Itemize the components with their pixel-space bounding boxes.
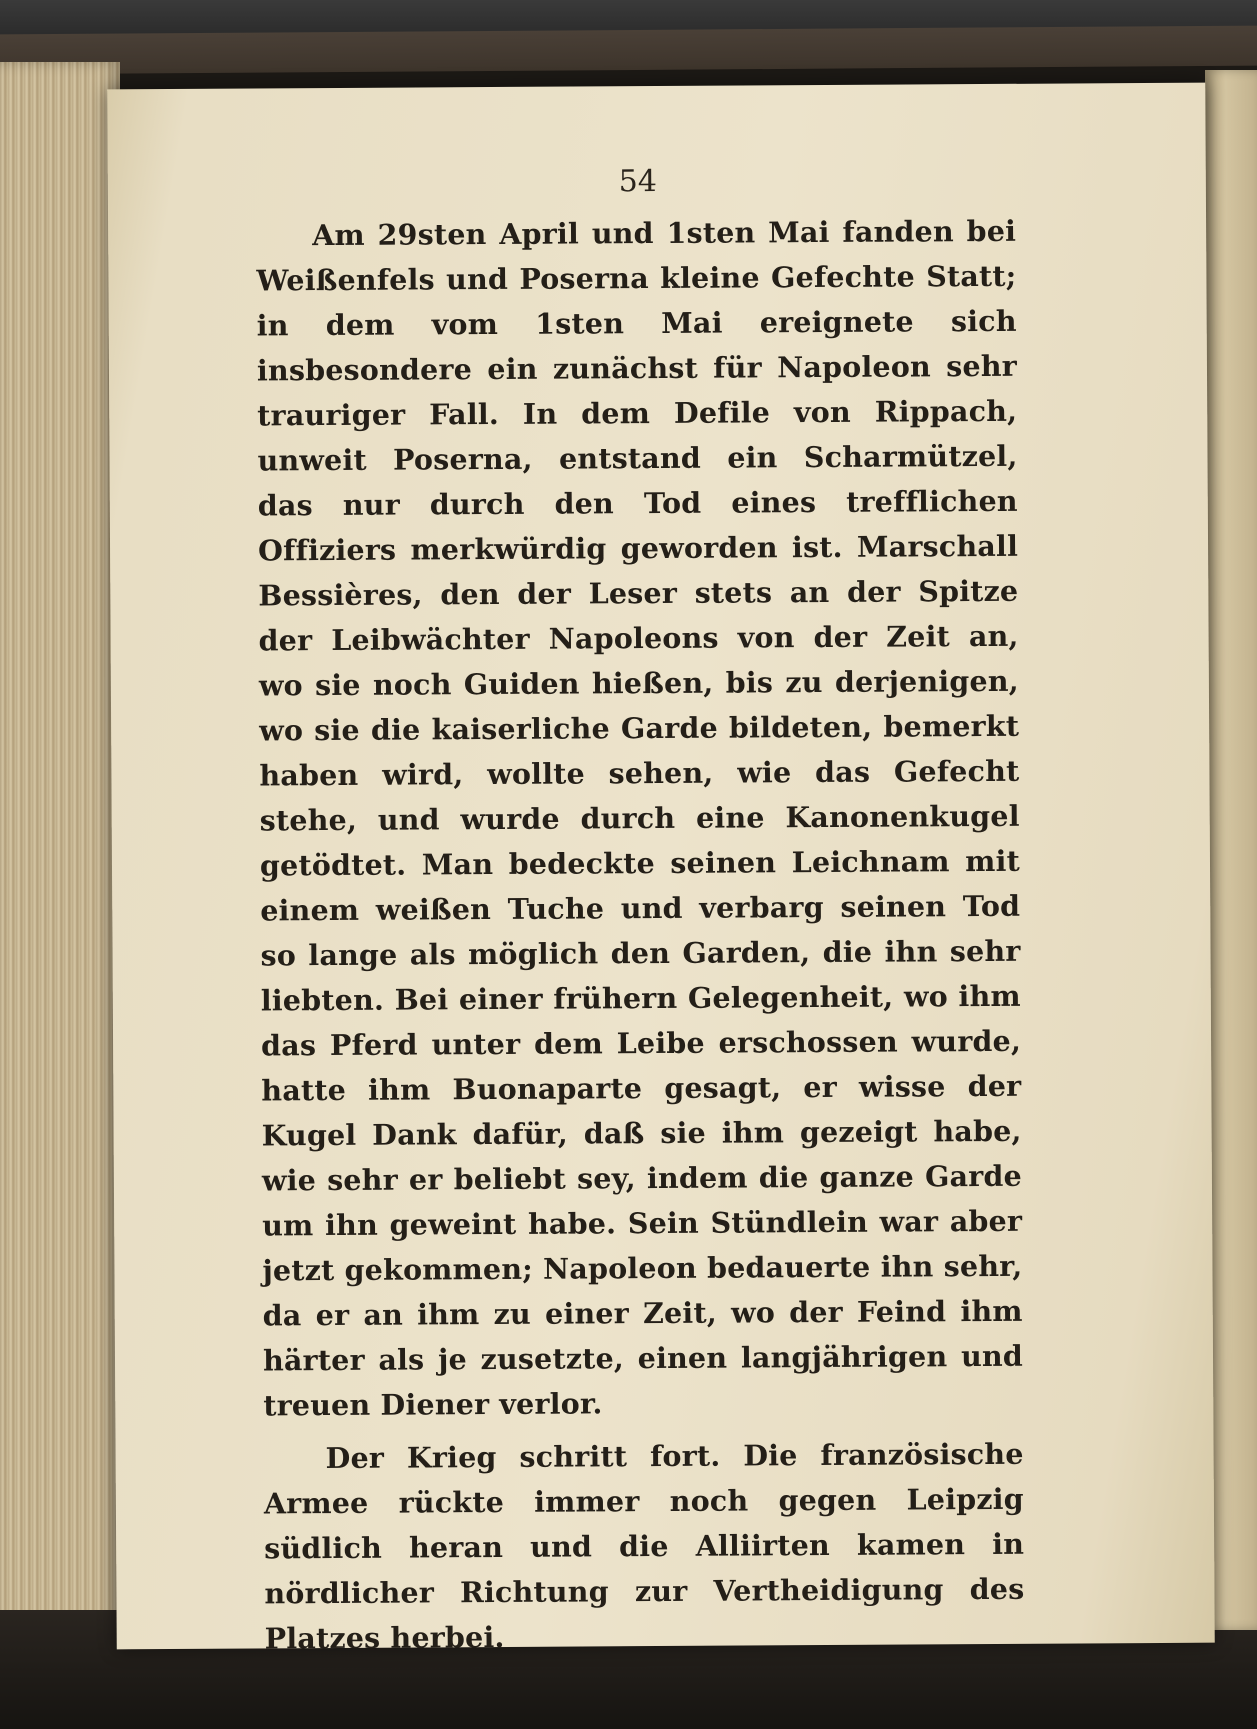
page-number: 54 — [618, 164, 658, 200]
page-text — [256, 209, 1025, 1662]
book-cover-edge — [0, 26, 1257, 75]
left-page-stack — [0, 62, 120, 1662]
paragraph-2: Der Krieg schritt fort. Die französische Armee rückte immer noch gegen Leipzig südlich heran und die Alliirten kamen in nördlicher Richtung zur Vertheidigung des Platzes herbei. — [263, 1436, 1025, 1656]
book-page — [107, 83, 1215, 1656]
paragraph-1: Am 29sten April und 1sten Mai fanden bei Weißenfels und Poserna kleine Gefechte Statt; in dem vom 1sten Mai ereignete sich insbesondere ein zunächst für Napoleon sehr trauriger Fall. In dem Defile von Rippach, unweit Poserna, entstand ein Scharmützel, das nur durch den Tod eines trefflichen Offiziers merkwürdig geworden ist. Marschall Bessières, den der Leser stets an der Spitze der Leibwächter Napoleons von der Zeit an, wo sie noch Guiden hießen, bis zu derjenigen, wo sie die kaiserliche Garde bildeten, bemerkt haben wird, wollte sehen, wie das Gefecht stehe, und wurde durch eine Kanonenkugel getödtet. Man bedeckte seinen Leichnam mit einem weißen Tuche und verbarg seinen Tod so lange als möglich den Garden, die ihn sehr liebten. Bei einer frühern Gelegenheit, wo ihm das Pferd unter dem Leibe erschossen wurde, hatte ihm Buonaparte gesagt, er wisse der Kugel Dank dafür, daß sie ihm gezeigt habe, wie sehr er beliebt sey, indem die ganze Garde um ihn geweint habe. Sein Stündlein war aber jetzt gekommen; Napoleon bedauerte ihn sehr, da er an ihm zu einer Zeit, wo der Feind ihm härter als je zusetzte, einen langjährigen und treuen Diener verlor. — [256, 213, 1024, 1423]
